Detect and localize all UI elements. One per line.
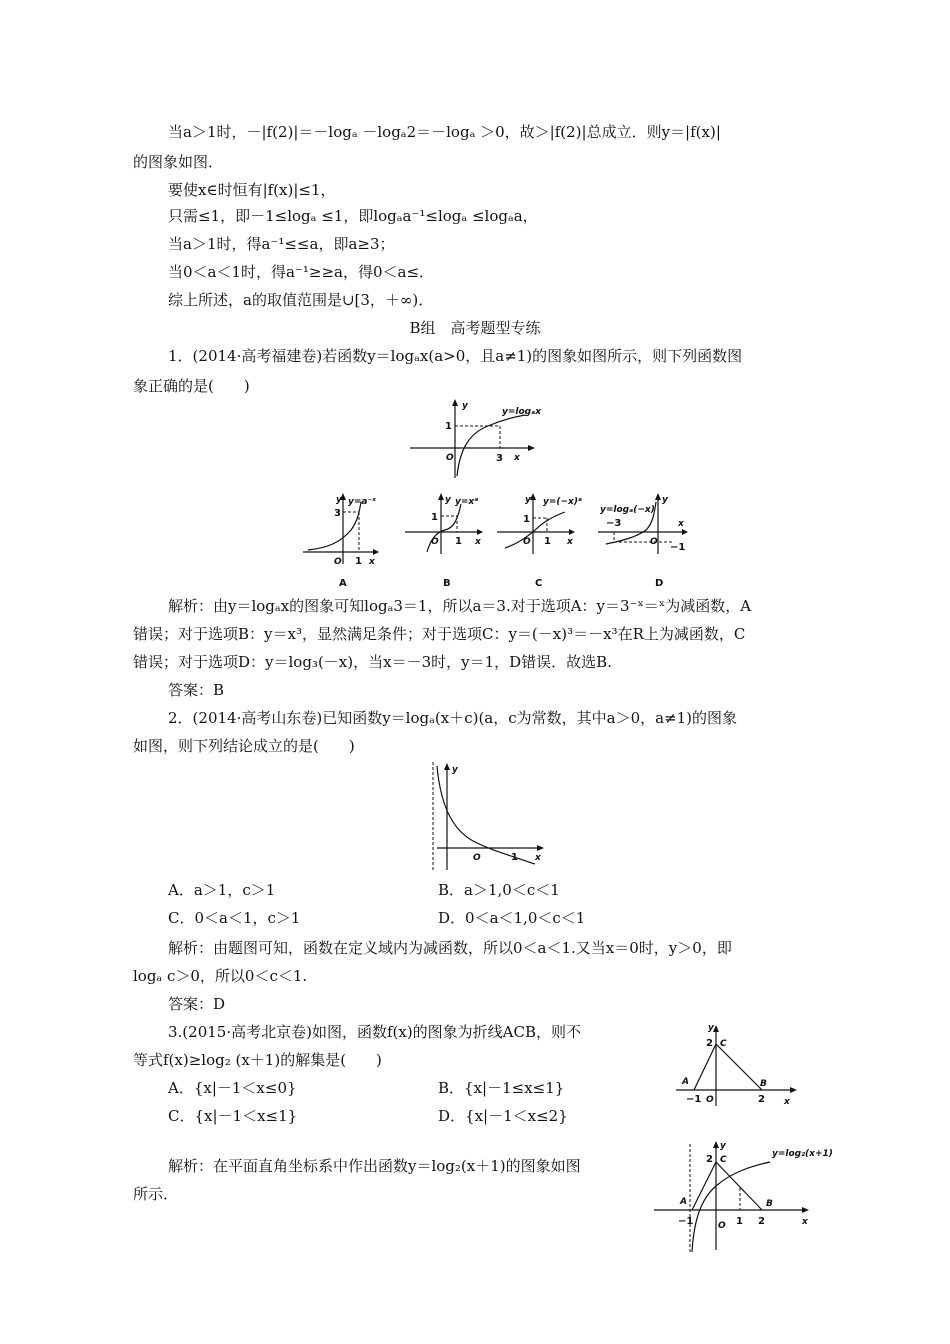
q2-choice-d: D．0＜a＜1,0＜c＜1 xyxy=(438,909,586,927)
q2-choice-c: C．0＜a＜1，c＞1 xyxy=(168,909,301,927)
point-label: A xyxy=(680,1197,687,1207)
point-label: B xyxy=(760,1079,767,1089)
svg-text:x: x xyxy=(567,537,573,547)
svg-text:y: y xyxy=(525,495,531,505)
text-line: 的图象如图． xyxy=(133,153,224,171)
q2-stem: 2．(2014·高考山东卷)已知函数y＝logₐ(x＋c)(a，c为常数，其中a＞0，a≠1)的图象 xyxy=(168,709,738,727)
q2-analysis-cont: logₐ c＞0，所以0＜c＜1. xyxy=(133,967,308,985)
svg-text:x: x xyxy=(369,557,375,567)
origin-label: O xyxy=(706,1095,714,1105)
text-line: 当0＜a＜1时，得a⁻¹≥≥a，得0＜a≤． xyxy=(168,263,435,281)
q1-stem-cont: 象正确的是( ) xyxy=(133,377,250,395)
origin-label: O xyxy=(446,453,454,463)
q1-analysis: 解析：由y＝logₐx的图象可知logₐ3＝1，所以a＝3.对于选项A：y＝3⁻ˣ＝ˣ为减函数，A xyxy=(168,597,752,615)
y-axis-label: y xyxy=(462,401,468,411)
curve-label: y=xᵃ xyxy=(455,497,479,507)
q3-graph-2 xyxy=(652,1138,847,1254)
option-b-graph xyxy=(405,492,495,588)
x-tick: −1 xyxy=(686,1094,702,1105)
svg-text:O: O xyxy=(334,557,342,567)
x-axis-label: x xyxy=(802,1217,808,1227)
q2-choice-a: A．a＞1，c＞1 xyxy=(168,881,276,899)
q2-stem-cont: 如图，则下列结论成立的是( ) xyxy=(133,737,355,755)
q3-analysis: 解析：在平面直角坐标系中作出函数y＝log₂(x＋1)的图象如图 xyxy=(168,1157,581,1175)
q1-analysis-cont: 错误；对于选项D：y＝log₃(－x)，当x＝－3时，y＝1，D错误．故选B. xyxy=(133,653,612,671)
x-axis-label: x xyxy=(535,853,541,863)
option-letter: A xyxy=(339,578,347,589)
option-letter: B xyxy=(443,578,451,589)
point-label: A xyxy=(682,1077,689,1087)
q1-stem: 1．(2014·高考福建卷)若函数y＝logₐx(a>0，且a≠1)的图象如图所示，则下列函数图 xyxy=(168,347,743,365)
q2-analysis: 解析：由题图可知，函数在定义域内为减函数，所以0＜a＜1.又当x＝0时，y＞0，即 xyxy=(168,939,732,957)
q3-analysis-cont: 所示． xyxy=(133,1185,179,1203)
x-tick: 3 xyxy=(496,453,503,464)
svg-text:O: O xyxy=(431,537,439,547)
svg-text:y: y xyxy=(336,495,342,505)
curve-label: y=logₐx xyxy=(502,407,542,417)
point-label: C xyxy=(720,1039,727,1049)
q2-choice-b: B．a＞1,0＜c＜1 xyxy=(438,881,560,899)
x-tick: 1 xyxy=(736,1216,743,1227)
q3-stem: 3.(2015·高考北京卷)如图，函数f(x)的图象为折线ACB，则不 xyxy=(168,1023,582,1041)
curve-label: y=(−x)ᵃ xyxy=(543,497,583,507)
q1-analysis-cont: 错误；对于选项B：y＝x³，显然满足条件；对于选项C：y＝(－x)³＝－x³在R上为减函数，C xyxy=(133,625,746,643)
tick-label: 3 xyxy=(334,508,341,519)
q1-main-graph xyxy=(410,398,540,480)
y-axis-label: y xyxy=(452,765,458,775)
option-letter: D xyxy=(655,578,664,589)
q2-answer: 答案：D xyxy=(168,995,226,1013)
tick-label: 1 xyxy=(523,514,530,525)
tick-label: 1 xyxy=(355,556,362,567)
x-tick: 2 xyxy=(758,1094,765,1105)
text-line: 当a＞1时，得a⁻¹≤≤a，即a≥3； xyxy=(168,235,395,253)
option-letter: C xyxy=(535,578,543,589)
svg-text:y: y xyxy=(445,495,451,505)
section-title: B组 高考题型专练 xyxy=(409,319,541,337)
q3-graph xyxy=(672,1022,802,1110)
text-line: 当a＞1时，－|f(2)|＝－logₐ －logₐ2＝－logₐ ＞0，故＞|f(2)|总成立．则y＝|f(x)| xyxy=(168,123,721,141)
text-line: 要使x∈时恒有|f(x)|≤1， xyxy=(168,181,336,199)
point-label: B xyxy=(766,1199,773,1209)
text-line: 只需≤1，即－1≤logₐ ≤1，即logₐa⁻¹≤logₐ ≤logₐa， xyxy=(168,207,538,225)
q3-choice-a: A．{x|－1＜x≤0} xyxy=(168,1079,297,1097)
tick-label: −3 xyxy=(606,518,622,529)
svg-text:x: x xyxy=(678,519,684,529)
point-label: C xyxy=(720,1155,727,1165)
x-tick: 2 xyxy=(758,1216,765,1227)
curve-label: y=logₐ(−x) xyxy=(600,505,655,515)
svg-text:O: O xyxy=(523,537,531,547)
x-axis-label: x xyxy=(514,453,520,463)
q2-graph xyxy=(425,760,555,872)
q3-choice-c: C．{x|－1＜x≤1} xyxy=(168,1107,298,1125)
tick-label: 1 xyxy=(431,512,438,523)
x-tick: −1 xyxy=(678,1216,694,1227)
q3-stem-cont: 等式f(x)≥log₂ (x＋1)的解集是( ) xyxy=(133,1051,382,1069)
option-d-graph xyxy=(598,492,698,588)
svg-text:O: O xyxy=(650,537,658,547)
q3-choice-d: D．{x|－1＜x≤2} xyxy=(438,1107,568,1125)
svg-text:x: x xyxy=(475,537,481,547)
y-tick: 1 xyxy=(445,421,452,432)
q1-answer: 答案：B xyxy=(168,681,225,699)
y-tick: 2 xyxy=(706,1154,713,1165)
origin-label: O xyxy=(473,853,481,863)
tick-label: −1 xyxy=(670,542,686,553)
option-a-graph xyxy=(303,492,383,588)
y-axis-label: y xyxy=(708,1023,714,1033)
y-axis-label: y xyxy=(720,1141,726,1151)
origin-label: O xyxy=(718,1221,726,1231)
y-tick: 2 xyxy=(706,1038,713,1049)
x-tick: 1 xyxy=(511,852,518,863)
curve-label: y=a⁻ˣ xyxy=(348,497,376,507)
tick-label: 1 xyxy=(455,536,462,547)
text-line: 综上所述，a的取值范围是∪[3，＋∞)． xyxy=(168,291,434,309)
x-axis-label: x xyxy=(784,1097,790,1107)
option-c-graph xyxy=(497,492,587,588)
svg-text:y: y xyxy=(662,495,668,505)
curve-label: y=log₂(x+1) xyxy=(772,1149,833,1159)
tick-label: 1 xyxy=(544,536,551,547)
q3-choice-b: B．{x|－1≤x≤1} xyxy=(438,1079,565,1097)
